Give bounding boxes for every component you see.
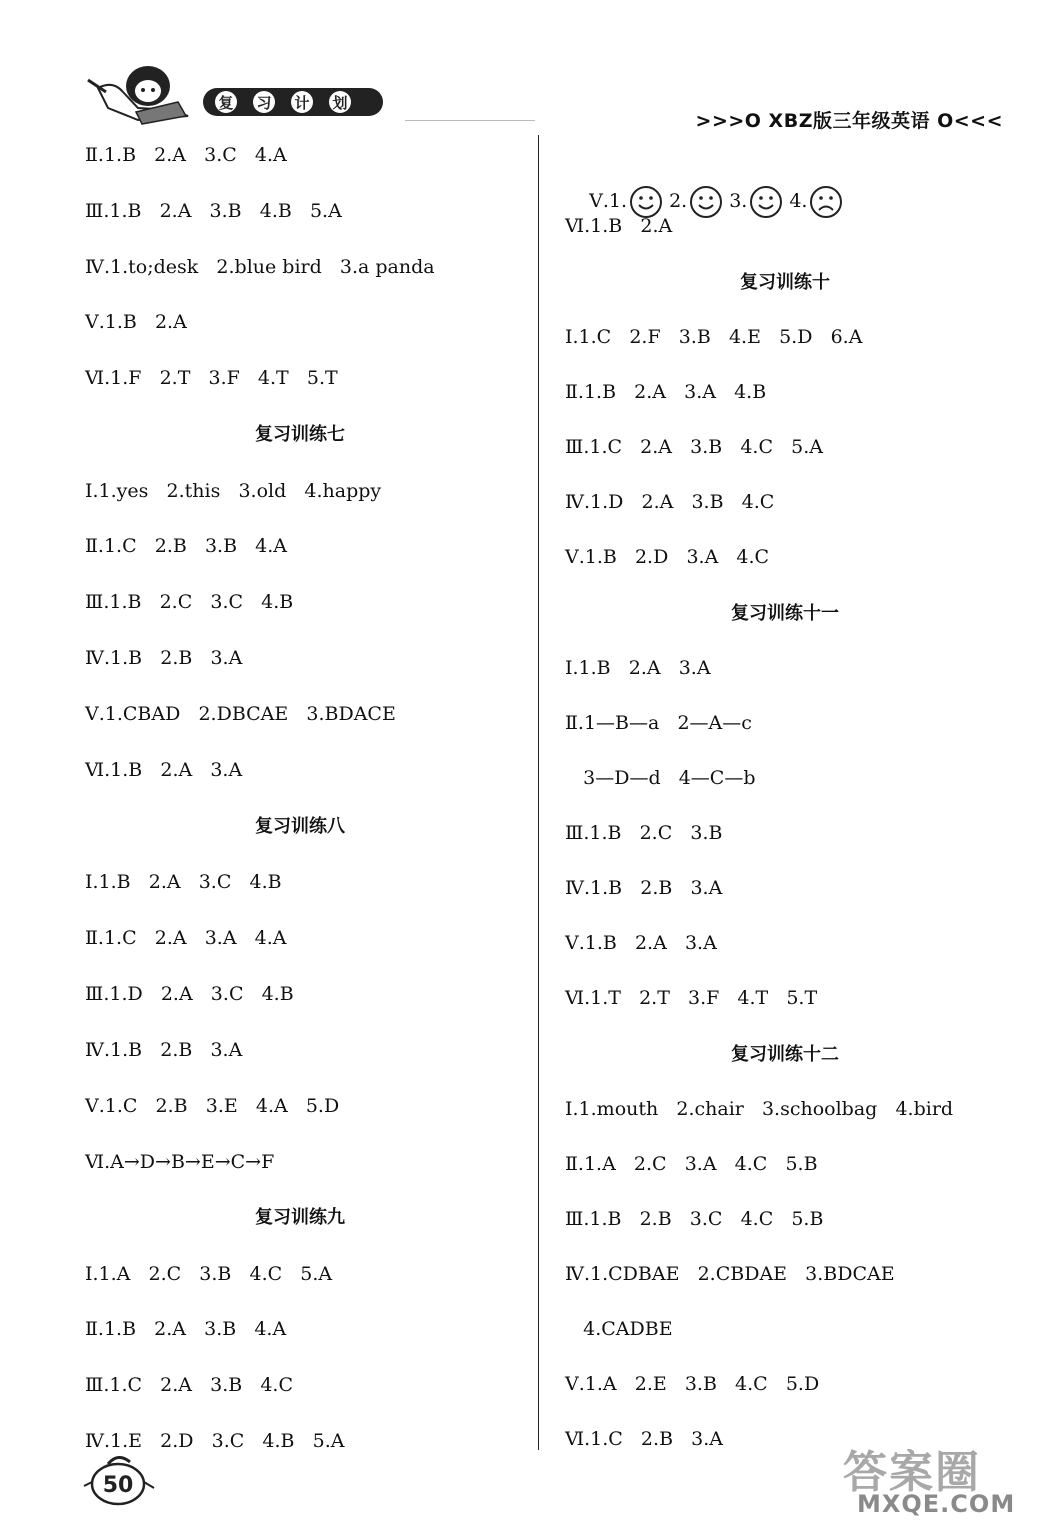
answer-line: Ⅵ.1.T 2.T 3.F 4.T 5.T bbox=[565, 987, 818, 1009]
answer-line: Ⅵ.1.B 2.A bbox=[565, 215, 673, 237]
answer-line: Ⅱ.1.B 2.A 3.C 4.A bbox=[85, 144, 287, 166]
answer-line: Ⅲ.1.C 2.A 3.B 4.C bbox=[85, 1374, 293, 1396]
answer-line: Ⅳ.1.B 2.B 3.A bbox=[565, 877, 723, 899]
answer-line: Ⅲ.1.B 2.C 3.C 4.B bbox=[85, 591, 294, 613]
answer-line: Ⅴ.1.A 2.E 3.B 4.C 5.D bbox=[565, 1373, 820, 1395]
page-number: 50 bbox=[102, 1473, 134, 1498]
header-title: >>>O XBZ版三年级英语 O<<< bbox=[695, 110, 1003, 132]
watermark-text: 答案圈 bbox=[843, 1447, 981, 1498]
face-number: 4. bbox=[789, 190, 808, 212]
answer-line: Ⅳ.1.to;desk 2.blue bird 3.a panda bbox=[85, 256, 435, 278]
answer-line: Ⅱ.1.A 2.C 3.A 4.C 5.B bbox=[565, 1153, 818, 1175]
svg-text:习: 习 bbox=[256, 94, 272, 112]
column-divider bbox=[538, 135, 539, 1450]
section-heading-11: 复习训练十一 bbox=[731, 603, 839, 624]
answer-line: Ⅲ.1.C 2.A 3.B 4.C 5.A bbox=[565, 436, 823, 458]
section-heading-12: 复习训练十二 bbox=[731, 1044, 839, 1065]
section-heading-9: 复习训练九 bbox=[255, 1207, 345, 1228]
svg-text:划: 划 bbox=[332, 94, 348, 112]
header-logo bbox=[78, 58, 408, 130]
answer-line: Ⅲ.1.B 2.B 3.C 4.C 5.B bbox=[565, 1208, 824, 1230]
answer-line: Ⅱ.1—B—a 2—A—c bbox=[565, 712, 752, 734]
face-number: 2. bbox=[669, 190, 688, 212]
svg-text:计: 计 bbox=[294, 94, 310, 112]
answer-line: 3—D—d 4—C—b bbox=[565, 767, 756, 789]
answer-line: Ⅴ.1.CBAD 2.DBCAE 3.BDACE bbox=[85, 703, 396, 725]
answer-line: 4.CADBE bbox=[565, 1318, 673, 1340]
answer-line: Ⅵ.1.B 2.A 3.A bbox=[85, 759, 243, 781]
sad-face-icon bbox=[809, 185, 843, 219]
answer-line: Ⅴ.1.B 2.A 3.A bbox=[565, 932, 717, 954]
answer-line: Ⅱ.1.C 2.A 3.A 4.A bbox=[85, 927, 287, 949]
answer-line: Ⅰ.1.mouth 2.chair 3.schoolbag 4.bird bbox=[565, 1098, 954, 1120]
answer-line: Ⅳ.1.CDBAE 2.CBDAE 3.BDCAE bbox=[565, 1263, 895, 1285]
answer-line: Ⅴ.1.B 2.A bbox=[85, 311, 187, 333]
answer-line: Ⅴ.1.C 2.B 3.E 4.A 5.D bbox=[85, 1095, 340, 1117]
answer-line: Ⅱ.1.C 2.B 3.B 4.A bbox=[85, 535, 288, 557]
answer-line: Ⅰ.1.yes 2.this 3.old 4.happy bbox=[85, 480, 382, 502]
answer-line: Ⅰ.1.B 2.A 3.C 4.B bbox=[85, 871, 282, 893]
answer-line: Ⅲ.1.D 2.A 3.C 4.B bbox=[85, 983, 294, 1005]
answer-line: Ⅵ.1.F 2.T 3.F 4.T 5.T bbox=[85, 367, 338, 389]
faces-prefix: Ⅴ.1. bbox=[589, 190, 628, 212]
answer-line: Ⅰ.1.A 2.C 3.B 4.C 5.A bbox=[85, 1263, 333, 1285]
section-heading-8: 复习训练八 bbox=[255, 816, 345, 837]
face-number: 3. bbox=[729, 190, 748, 212]
page-number-badge bbox=[78, 1450, 158, 1510]
header-rule bbox=[405, 120, 535, 121]
review-plan-banner bbox=[203, 88, 383, 116]
answer-line: Ⅲ.1.B 2.C 3.B bbox=[565, 822, 723, 844]
watermark-url: MXQE.COM bbox=[857, 1490, 1016, 1518]
svg-text:复: 复 bbox=[218, 94, 234, 112]
answer-line: Ⅳ.1.B 2.B 3.A bbox=[85, 647, 243, 669]
watermark bbox=[843, 1436, 1033, 1522]
reading-girl-illustration bbox=[88, 66, 188, 124]
section-heading-10: 复习训练十 bbox=[740, 272, 830, 293]
answer-line: Ⅵ.A→D→B→E→C→F bbox=[85, 1151, 275, 1173]
answer-line: Ⅰ.1.B 2.A 3.A bbox=[565, 657, 711, 679]
answer-line: Ⅳ.1.B 2.B 3.A bbox=[85, 1039, 243, 1061]
answer-line: Ⅰ.1.C 2.F 3.B 4.E 5.D 6.A bbox=[565, 326, 863, 348]
answer-line: Ⅵ.1.C 2.B 3.A bbox=[565, 1428, 723, 1450]
answer-line: Ⅲ.1.B 2.A 3.B 4.B 5.A bbox=[85, 200, 342, 222]
faces-answer-line bbox=[565, 150, 849, 212]
happy-face-icon bbox=[749, 185, 783, 219]
happy-face-icon bbox=[689, 185, 723, 219]
answer-line: Ⅱ.1.B 2.A 3.B 4.A bbox=[85, 1318, 287, 1340]
answer-line: Ⅱ.1.B 2.A 3.A 4.B bbox=[565, 381, 767, 403]
answer-line: Ⅴ.1.B 2.D 3.A 4.C bbox=[565, 546, 770, 568]
section-heading-7: 复习训练七 bbox=[255, 424, 345, 445]
answer-line: Ⅳ.1.D 2.A 3.B 4.C bbox=[565, 491, 775, 513]
answer-line: Ⅳ.1.E 2.D 3.C 4.B 5.A bbox=[85, 1430, 345, 1452]
